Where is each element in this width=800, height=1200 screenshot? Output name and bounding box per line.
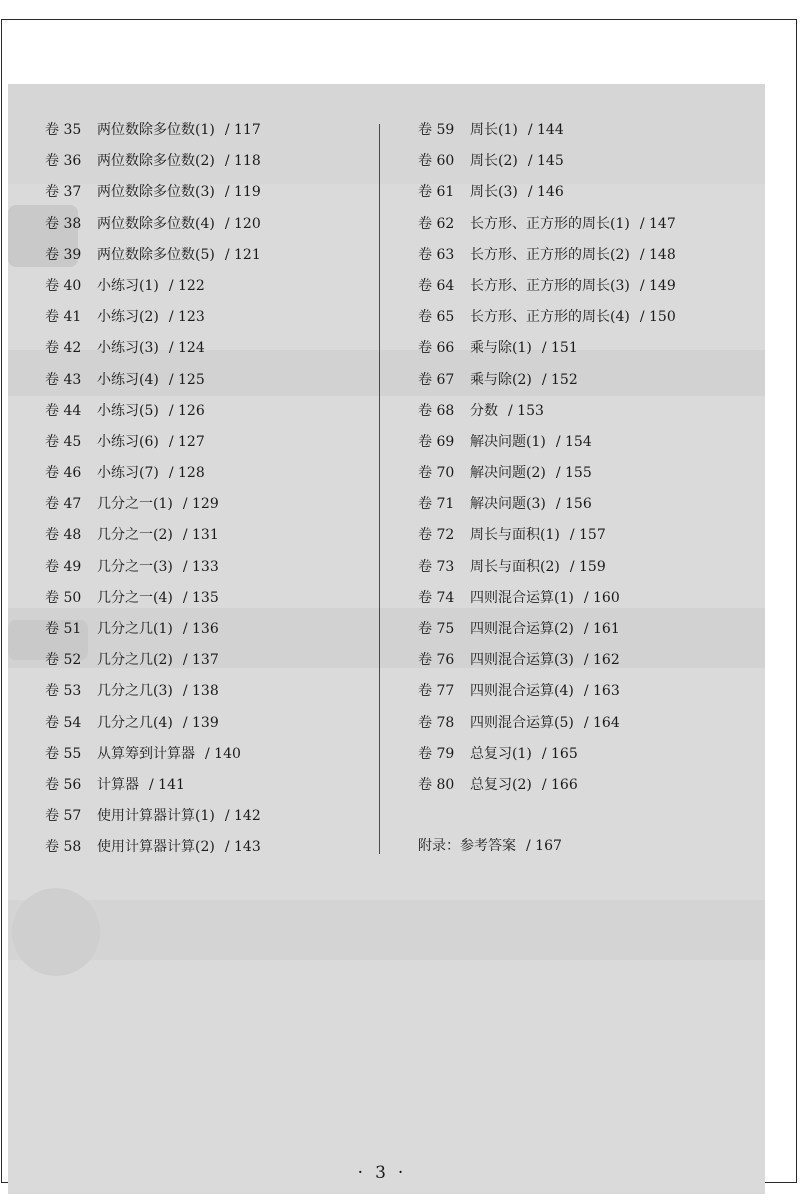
volume-label: 卷 68 xyxy=(418,402,455,419)
entry-title: 几分之一(1) xyxy=(97,496,173,513)
entry-title: 解决问题(2) xyxy=(470,465,546,482)
page-ref: / 126 xyxy=(168,402,205,419)
entry-title: 小练习(3) xyxy=(97,340,159,357)
page-ref: / 155 xyxy=(555,465,592,482)
volume-label: 卷 45 xyxy=(45,433,82,450)
page-ref: / 153 xyxy=(508,402,544,419)
volume-label: 卷 62 xyxy=(418,215,455,232)
page-ref: / 148 xyxy=(639,246,676,263)
toc-entry[interactable] xyxy=(45,240,261,271)
volume-label: 卷 61 xyxy=(418,184,455,201)
volume-label: 卷 79 xyxy=(418,745,455,762)
toc-entry[interactable] xyxy=(45,520,261,551)
volume-label: 卷 56 xyxy=(45,776,82,793)
volume-label: 卷 65 xyxy=(418,309,455,326)
toc-entry[interactable] xyxy=(418,489,676,520)
volume-label: 卷 50 xyxy=(45,589,82,606)
entry-title: 四则混合运算(5) xyxy=(470,714,574,731)
volume-label: 卷 46 xyxy=(45,465,82,482)
entry-title: 从算筹到计算器 xyxy=(97,745,195,762)
entry-title: 小练习(5) xyxy=(97,402,159,419)
background-band xyxy=(8,900,765,960)
page-ref: / 149 xyxy=(639,277,676,294)
toc-entry[interactable] xyxy=(45,302,261,333)
entry-title: 两位数除多位数(2) xyxy=(97,153,215,170)
entry-title: 周长(2) xyxy=(470,153,518,170)
page-ref: / 121 xyxy=(224,246,261,263)
toc-entry[interactable] xyxy=(418,458,676,489)
page-ref: / 139 xyxy=(182,714,219,731)
toc-entry[interactable] xyxy=(418,427,676,458)
entry-title: 解决问题(1) xyxy=(470,433,546,450)
toc-entry[interactable] xyxy=(45,645,261,676)
toc-entry[interactable] xyxy=(418,583,676,614)
entry-title: 四则混合运算(1) xyxy=(470,589,574,606)
toc-left-column xyxy=(45,115,261,864)
toc-entry[interactable] xyxy=(45,271,261,302)
toc-entry[interactable] xyxy=(45,209,261,240)
toc-entry[interactable] xyxy=(45,427,261,458)
entry-title: 四则混合运算(2) xyxy=(470,621,574,637)
volume-label: 卷 63 xyxy=(418,246,455,263)
column-divider xyxy=(379,124,380,854)
page-ref: / 166 xyxy=(541,776,578,793)
entry-title: 小练习(7) xyxy=(97,465,159,482)
page-number xyxy=(2,1163,759,1183)
page-ref: / 162 xyxy=(583,652,620,669)
page-ref: / 128 xyxy=(168,465,205,482)
page-ref: / 131 xyxy=(182,527,219,544)
page-ref: / 117 xyxy=(224,122,261,138)
page-ref: / 161 xyxy=(583,621,620,637)
toc-entry[interactable] xyxy=(418,645,676,676)
entry-title: 几分之几(3) xyxy=(97,683,173,700)
volume-label: 卷 51 xyxy=(45,621,82,637)
page-ref: / 160 xyxy=(583,589,620,606)
volume-label: 卷 54 xyxy=(45,714,82,731)
volume-label: 卷 59 xyxy=(418,122,455,138)
page-ref: / 129 xyxy=(182,496,219,513)
entry-title: 使用计算器计算(1) xyxy=(97,808,215,825)
page-ref: / 156 xyxy=(555,496,592,513)
toc-entry[interactable] xyxy=(418,177,676,208)
volume-label: 卷 38 xyxy=(45,215,82,232)
volume-label: 卷 49 xyxy=(45,558,82,575)
entry-title: 周长(1) xyxy=(470,122,518,138)
page-ref: / 135 xyxy=(182,589,219,606)
entry-title: 小练习(2) xyxy=(97,309,159,326)
toc-entry[interactable] xyxy=(45,832,261,863)
entry-title: 周长与面积(2) xyxy=(470,558,560,575)
toc-entry[interactable] xyxy=(418,676,676,707)
page-ref: / 147 xyxy=(639,215,676,232)
volume-label: 卷 55 xyxy=(45,745,82,762)
entry-title: 计算器 xyxy=(97,776,139,793)
toc-entry[interactable] xyxy=(418,333,676,364)
entry-title: 几分之一(2) xyxy=(97,527,173,544)
page-ref: / 151 xyxy=(541,340,578,357)
toc-appendix-entry[interactable] xyxy=(418,831,562,862)
volume-label: 卷 57 xyxy=(45,808,82,825)
toc-entry[interactable] xyxy=(45,739,261,770)
page-ref: / 164 xyxy=(583,714,620,731)
volume-label: 卷 75 xyxy=(418,621,455,637)
entry-title: 几分之一(3) xyxy=(97,558,173,575)
toc-entry[interactable] xyxy=(418,614,676,645)
entry-title: 长方形、正方形的周长(3) xyxy=(470,277,630,294)
page-ref: / 150 xyxy=(639,309,676,326)
volume-label: 卷 36 xyxy=(45,153,82,170)
page-ref: / 142 xyxy=(224,808,261,825)
toc-entry[interactable] xyxy=(418,770,676,801)
toc-entry[interactable] xyxy=(45,801,261,832)
page-ref: / 136 xyxy=(182,621,219,637)
entry-title: 总复习(1) xyxy=(470,745,532,762)
volume-label: 卷 37 xyxy=(45,184,82,201)
toc-entry[interactable] xyxy=(45,708,261,739)
page-ref: / 124 xyxy=(168,340,205,357)
entry-title: 长方形、正方形的周长(4) xyxy=(470,309,630,326)
entry-title: 周长与面积(1) xyxy=(470,527,560,544)
toc-entry[interactable] xyxy=(418,240,676,271)
appendix-label: 附录：参考答案 xyxy=(418,838,516,854)
entry-title: 几分之几(4) xyxy=(97,714,173,731)
toc-entry[interactable] xyxy=(45,676,261,707)
volume-label: 卷 53 xyxy=(45,683,82,700)
page-ref: / 152 xyxy=(541,371,578,388)
entry-title: 两位数除多位数(3) xyxy=(97,184,215,201)
page-ref: / 133 xyxy=(182,558,219,575)
page-ref: / 163 xyxy=(583,683,620,700)
volume-label: 卷 77 xyxy=(418,683,455,700)
page-ref: / 157 xyxy=(569,527,606,544)
page-ref: / 167 xyxy=(526,838,562,854)
entry-title: 分数 xyxy=(470,402,498,419)
toc-entry[interactable] xyxy=(418,146,676,177)
page-ref: / 137 xyxy=(182,652,219,669)
entry-title: 使用计算器计算(2) xyxy=(97,839,215,856)
entry-title: 四则混合运算(4) xyxy=(470,683,574,700)
page-ref: / 141 xyxy=(149,776,185,793)
toc-entry[interactable] xyxy=(418,520,676,551)
volume-label: 卷 72 xyxy=(418,527,455,544)
volume-label: 卷 64 xyxy=(418,277,455,294)
toc-entry[interactable] xyxy=(418,708,676,739)
volume-label: 卷 74 xyxy=(418,589,455,606)
volume-label: 卷 76 xyxy=(418,652,455,669)
volume-label: 卷 43 xyxy=(45,371,82,388)
toc-entry[interactable] xyxy=(45,614,261,645)
page-ref: / 138 xyxy=(182,683,219,700)
entry-title: 两位数除多位数(1) xyxy=(97,122,215,138)
page-ref: / 123 xyxy=(168,309,205,326)
volume-label: 卷 42 xyxy=(45,340,82,357)
entry-title: 乘与除(1) xyxy=(470,340,532,357)
page-ref: / 120 xyxy=(224,215,261,232)
toc-entry[interactable] xyxy=(418,552,676,583)
entry-title: 两位数除多位数(4) xyxy=(97,215,215,232)
page-ref: / 140 xyxy=(205,745,241,762)
volume-label: 卷 80 xyxy=(418,776,455,793)
toc-entry[interactable] xyxy=(418,209,676,240)
volume-label: 卷 39 xyxy=(45,246,82,263)
volume-label: 卷 69 xyxy=(418,433,455,450)
page-ref: / 122 xyxy=(168,277,205,294)
toc-entry[interactable] xyxy=(418,115,676,146)
volume-label: 卷 78 xyxy=(418,714,455,731)
entry-title: 小练习(1) xyxy=(97,277,159,294)
entry-title: 周长(3) xyxy=(470,184,518,201)
page-ref: / 143 xyxy=(224,839,261,856)
toc-entry[interactable] xyxy=(45,333,261,364)
entry-title: 四则混合运算(3) xyxy=(470,652,574,669)
page-ref: / 144 xyxy=(527,122,564,138)
entry-title: 总复习(2) xyxy=(470,776,532,793)
toc-entry[interactable] xyxy=(45,365,261,396)
page-frame xyxy=(1,19,797,1183)
page-ref: / 146 xyxy=(527,184,564,201)
toc-entry[interactable] xyxy=(45,770,261,801)
entry-title: 两位数除多位数(5) xyxy=(97,246,215,263)
volume-label: 卷 52 xyxy=(45,652,82,669)
volume-label: 卷 48 xyxy=(45,527,82,544)
dot-left: · xyxy=(357,1163,364,1183)
toc-entry[interactable] xyxy=(45,552,261,583)
volume-label: 卷 60 xyxy=(418,153,455,170)
volume-label: 卷 35 xyxy=(45,122,82,138)
page-ref: / 127 xyxy=(168,433,205,450)
toc-entry[interactable] xyxy=(45,146,261,177)
entry-title: 长方形、正方形的周长(1) xyxy=(470,215,630,232)
toc-right-column xyxy=(418,115,676,801)
entry-title: 小练习(4) xyxy=(97,371,159,388)
toc-entry[interactable] xyxy=(45,115,261,146)
page-ref: / 119 xyxy=(224,184,261,201)
toc-entry[interactable] xyxy=(418,302,676,333)
toc-entry[interactable] xyxy=(45,177,261,208)
volume-label: 卷 47 xyxy=(45,496,82,513)
toc-entry[interactable] xyxy=(418,365,676,396)
entry-title: 几分之几(1) xyxy=(97,621,173,637)
page-ref: / 154 xyxy=(555,433,592,450)
toc-entry[interactable] xyxy=(418,271,676,302)
volume-label: 卷 58 xyxy=(45,839,82,856)
page-ref: / 145 xyxy=(527,153,564,170)
volume-label: 卷 67 xyxy=(418,371,455,388)
page-ref: / 165 xyxy=(541,745,578,762)
volume-label: 卷 73 xyxy=(418,558,455,575)
entry-title: 乘与除(2) xyxy=(470,371,532,388)
volume-label: 卷 71 xyxy=(418,496,455,513)
volume-label: 卷 66 xyxy=(418,340,455,357)
page-ref: / 118 xyxy=(224,153,261,170)
toc-entry[interactable] xyxy=(45,396,261,427)
entry-title: 几分之几(2) xyxy=(97,652,173,669)
toc-entry[interactable] xyxy=(45,489,261,520)
page-ref: / 159 xyxy=(569,558,606,575)
entry-title: 小练习(6) xyxy=(97,433,159,450)
toc-entry[interactable] xyxy=(418,739,676,770)
page-ref: / 125 xyxy=(168,371,205,388)
toc-entry[interactable] xyxy=(418,396,676,427)
volume-label: 卷 41 xyxy=(45,309,82,326)
toc-entry[interactable] xyxy=(45,583,261,614)
page-number-value: 3 xyxy=(375,1163,386,1183)
entry-title: 几分之一(4) xyxy=(97,589,173,606)
dot-right: · xyxy=(397,1163,404,1183)
volume-label: 卷 70 xyxy=(418,465,455,482)
background-circle xyxy=(12,888,100,976)
volume-label: 卷 40 xyxy=(45,277,82,294)
entry-title: 解决问题(3) xyxy=(470,496,546,513)
entry-title: 长方形、正方形的周长(2) xyxy=(470,246,630,263)
toc-entry[interactable] xyxy=(45,458,261,489)
volume-label: 卷 44 xyxy=(45,402,82,419)
